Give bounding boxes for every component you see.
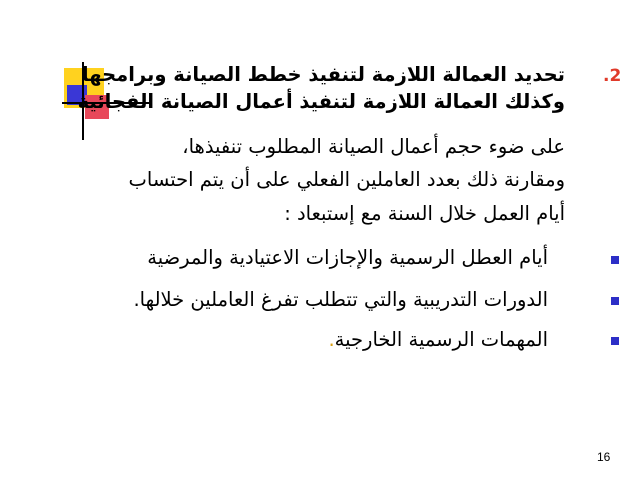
body-line-1: على ضوء حجم أعمال الصيانة المطلوب تنفيذها، — [182, 135, 565, 158]
bullet-item-2-text: الدورات التدريبية والتي تتطلب تفرغ العاملين خلالها. — [133, 288, 548, 311]
bullet-item-1 — [147, 245, 548, 271]
bullet-item-3 — [328, 327, 548, 353]
body-line-3: أيام العمل خلال السنة مع إستبعاد : — [284, 202, 565, 225]
page-number: 16 — [597, 450, 611, 464]
body-line-2: ومقارنة ذلك بعدد العاملين الفعلي على أن يتم احتساب — [128, 168, 565, 191]
bullet-item-1-text: أيام العطل الرسمية والإجازات الاعتيادية والمرضية — [147, 246, 548, 269]
bullet-square-icon — [611, 337, 619, 345]
title-line-1: تحديد العمالة اللازمة لتنفيذ خطط الصيانة وبرامجها — [81, 63, 565, 86]
bullet-item-3-text: المهمات الرسمية الخارجية — [334, 328, 548, 351]
item-number: .2 — [603, 66, 622, 86]
bullet-item-3-trail: . — [328, 328, 335, 351]
bullet-square-icon — [611, 297, 619, 305]
title-line-2: وكذلك العمالة اللازمة لتنفيذ أعمال الصيانة الفجائية — [77, 90, 565, 113]
bullet-square-icon — [611, 256, 619, 264]
bullet-item-2 — [133, 287, 548, 313]
